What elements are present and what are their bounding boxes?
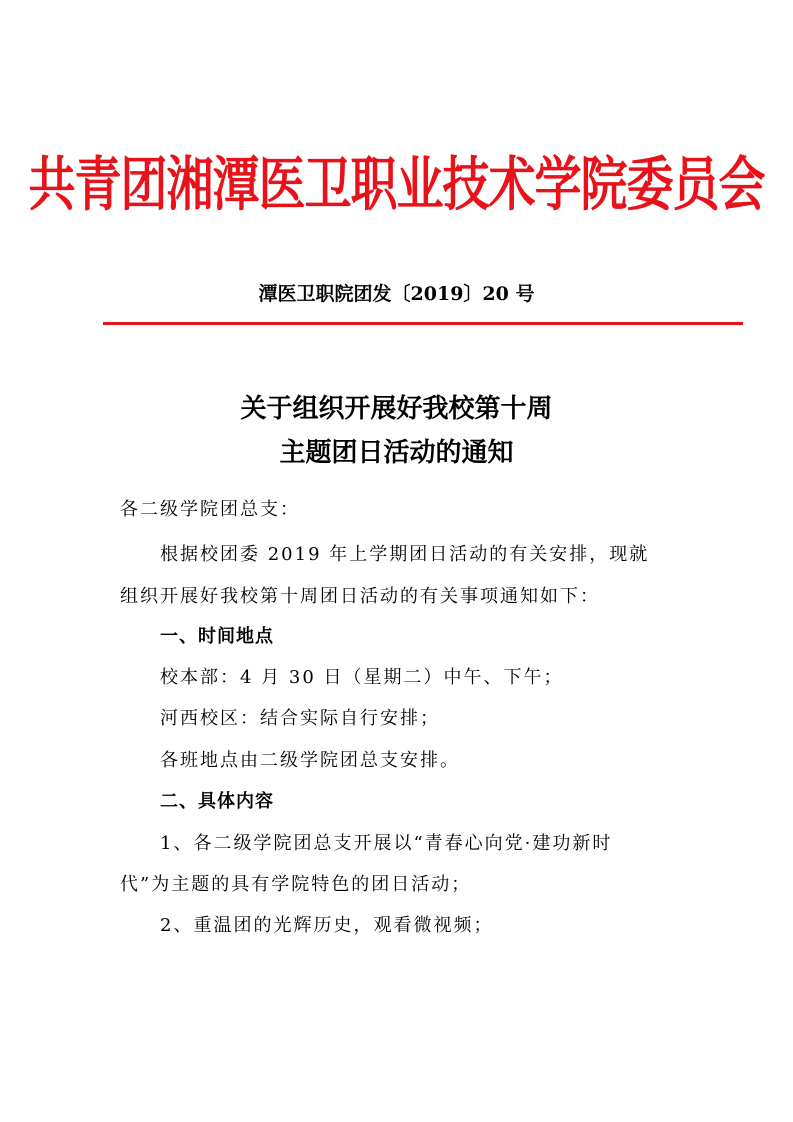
intro-paragraph-line-2: 组织开展好我校第十周团日活动的有关事项通知如下： — [120, 586, 600, 607]
document-number: 潭医卫职院团发〔2019〕20 号 — [258, 283, 535, 305]
organization-header: 共青团湘潭医卫职业技术学院委员会 — [28, 150, 765, 220]
section-1-heading: 一、时间地点 — [160, 626, 274, 647]
section-2-item-1-line-2: 代”为主题的具有学院特色的团日活动； — [120, 874, 472, 895]
intro-paragraph-line-1: 根据校团委 2019 年上学期团日活动的有关安排，现就 — [160, 544, 650, 565]
section-2-heading: 二、具体内容 — [160, 791, 274, 812]
section-1-item-main-campus: 校本部：4 月 30 日（星期二）中午、下午； — [160, 667, 564, 688]
red-divider-rule — [103, 322, 743, 325]
section-2-item-1-line-1: 1、各二级学院团总支开展以“青春心向党·建功新时 — [160, 833, 613, 854]
salutation: 各二级学院团总支： — [120, 499, 300, 520]
section-1-item-hexi-campus: 河西校区：结合实际自行安排； — [160, 708, 440, 729]
notice-title-line-2: 主题团日活动的通知 — [279, 438, 514, 468]
section-2-item-2: 2、重温团的光辉历史，观看微视频； — [160, 915, 494, 936]
section-1-item-class-location: 各班地点由二级学院团总支安排。 — [160, 750, 460, 771]
notice-title-line-1: 关于组织开展好我校第十周 — [240, 394, 553, 424]
